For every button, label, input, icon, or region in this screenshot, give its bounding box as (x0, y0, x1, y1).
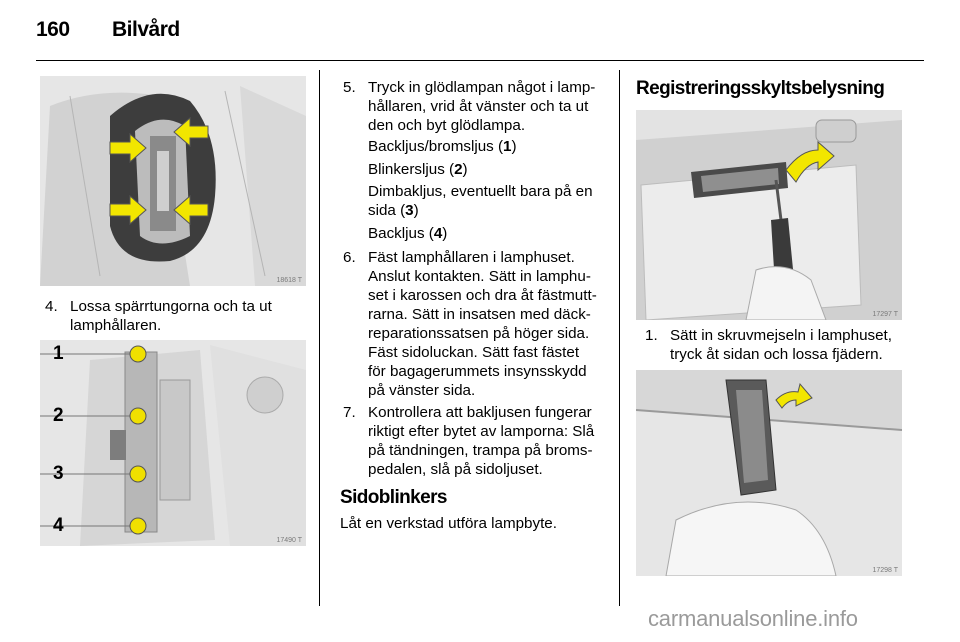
step-text-line: reparationssatsen på höger sida. (368, 325, 590, 342)
bulb-label: sida ( (368, 202, 406, 219)
figure-tail-lamp-holder (40, 76, 306, 286)
step-text-line: Kontrollera att bakljusen fungerar (368, 404, 592, 421)
bulb-number: 4 (433, 225, 443, 242)
section-heading-sidoblinkers: Sidoblinkers (340, 487, 447, 508)
figure-license-light-screwdriver (636, 110, 902, 320)
step-number: 5. (343, 79, 356, 96)
figure-license-light-removal (636, 370, 902, 576)
lamp-removal-illustration (636, 370, 902, 576)
step-text-line: Tryck in glödlampan något i lamp- (368, 79, 596, 96)
figure-code: 17298 T (872, 567, 898, 574)
callout-label-1: 1 (53, 343, 64, 364)
step-text (368, 78, 616, 135)
bulb-label: Blinkersljus ( (368, 161, 455, 178)
page-number: 160 (36, 18, 70, 41)
step-number: 6. (343, 249, 356, 266)
callout-label-3: 3 (53, 463, 64, 484)
step-text-line: Fäst lamphållaren i lamphuset. (368, 249, 575, 266)
sidoblinkers-text: Låt en verkstad utföra lampbyte. (340, 515, 557, 532)
figure-code: 18618 T (276, 277, 302, 284)
bulb-item-4 (368, 224, 447, 243)
step-text-line: riktigt efter bytet av lamporna: Slå (368, 423, 595, 440)
figure-code: 17490 T (276, 537, 302, 544)
step-text (70, 297, 320, 335)
section-heading-registration-light: Registreringsskyltsbelysning (636, 78, 885, 99)
callout-label-4: 4 (53, 515, 64, 536)
header-rule (36, 60, 924, 61)
license-light-illustration (636, 110, 902, 320)
bulb-suffix: ) (511, 138, 517, 155)
bulb-label: Backljus ( (368, 225, 434, 242)
figure-bulb-holder (40, 340, 306, 546)
chapter-title: Bilvård (112, 18, 180, 41)
step-text-line: Anslut kontakten. Sätt in lamphu- (368, 268, 591, 285)
step-text-line: Sätt in skruvmejseln i lamphuset, (670, 327, 892, 344)
step-text-line: lamphållaren. (70, 317, 162, 334)
bulb-suffix: ) (442, 225, 448, 242)
tail-lamp-illustration (40, 76, 306, 286)
step-text-line: rarna. Sätt in insatsen med däck- (368, 306, 591, 323)
bulb-label: Backljus/bromsljus ( (368, 138, 504, 155)
step-text-line: Fäst sidoluckan. Sätt fast fästet (368, 344, 580, 361)
bulb-suffix: ) (413, 202, 419, 219)
bulb-number: 1 (503, 138, 512, 155)
bulb-item-3 (368, 182, 593, 220)
bulb-item-1 (368, 137, 517, 156)
figure-code: 17297 T (872, 311, 898, 318)
step-text-line: pedalen, slå på sidoljuset. (368, 461, 543, 478)
step-number: 4. (45, 298, 58, 315)
step-text-line: Lossa spärrtungorna och ta ut (70, 298, 272, 315)
step-text-line: set i karossen och dra åt fästmutt- (368, 287, 597, 304)
bulb-number: 3 (405, 202, 414, 219)
bulb-holder-illustration (40, 340, 306, 546)
bulb-suffix: ) (462, 161, 468, 178)
column-divider-left (319, 70, 320, 606)
step-text-line: för bagagerummets insynsskydd (368, 363, 587, 380)
step-number: 1. (645, 327, 658, 344)
bulb-number: 2 (454, 161, 463, 178)
watermark: carmanualsonline.info (648, 606, 858, 631)
step-text-line: hållaren, vrid åt vänster och ta ut (368, 98, 589, 115)
bulb-label: Dimbakljus, eventuellt bara på en (368, 183, 593, 200)
step-text (368, 403, 616, 479)
callout-label-2: 2 (53, 405, 64, 426)
step-text-line: den och byt glödlampa. (368, 117, 526, 134)
step-text-line: på tändningen, trampa på broms- (368, 442, 593, 459)
step-text-line: tryck åt sidan och lossa fjädern. (670, 346, 883, 363)
bulb-item-2 (368, 160, 468, 179)
column-divider-right (619, 70, 620, 606)
step-text-line: på vänster sida. (368, 382, 476, 399)
step-text (670, 326, 910, 364)
step-text (368, 248, 616, 400)
step-number: 7. (343, 404, 356, 421)
